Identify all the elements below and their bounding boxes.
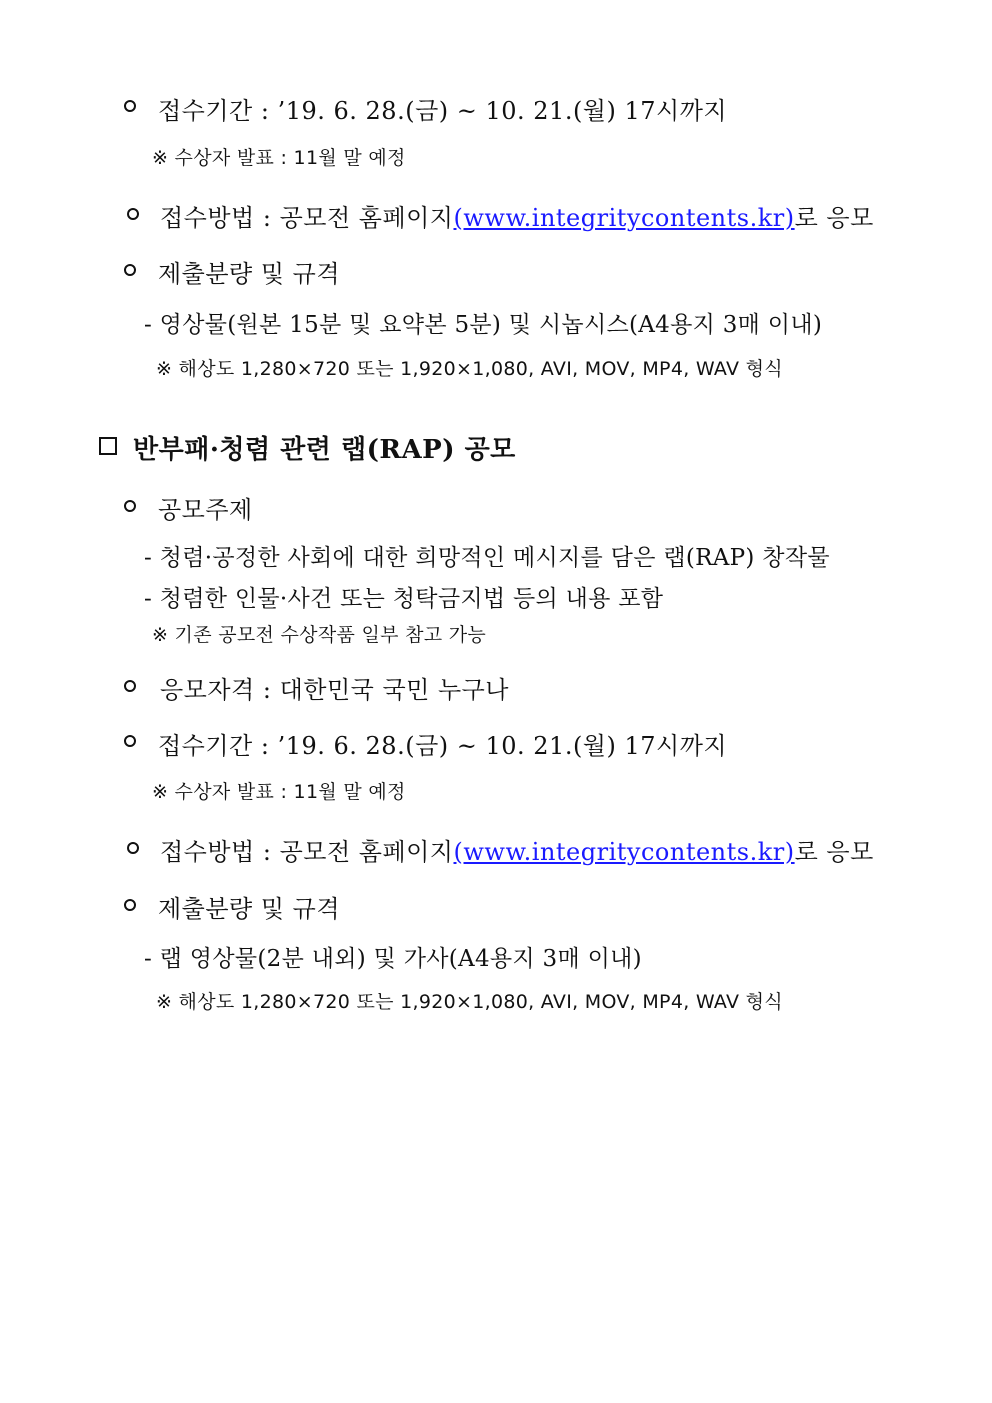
submission-period: 접수기간 : ’19. 6. 28.(금) ~ 10. 21.(월) 17시까지 — [158, 97, 728, 125]
submission-spec-item: - 랩 영상물(2분 내외) 및 가사(A4용지 3매 이내) — [144, 946, 642, 972]
section-title: 반부패·청렴 관련 랩(RAP) 공모 — [133, 435, 516, 465]
winner-announcement-note: ※ 수상자 발표 : 11월 말 예정 — [152, 147, 406, 169]
submission-method — [160, 832, 874, 867]
reference-note: ※ 기존 공모전 수상작품 일부 참고 가능 — [152, 624, 487, 646]
resolution-format-note: ※ 해상도 1,280×720 또는 1,920×1,080, AVI, MOV, MP4, WAV 형식 — [156, 991, 783, 1013]
circle-bullet-icon — [124, 500, 136, 512]
submission-period: 접수기간 : ’19. 6. 28.(금) ~ 10. 21.(월) 17시까지 — [158, 732, 728, 760]
circle-bullet-icon — [127, 208, 139, 220]
submission-method-label: 접수방법 : 공모전 홈페이지 — [160, 204, 454, 232]
eligibility: 응모자격 : 대한민국 국민 누구나 — [160, 676, 509, 704]
submission-spec-title: 제출분량 및 규격 — [158, 260, 341, 288]
circle-bullet-icon — [124, 680, 136, 692]
circle-bullet-icon — [127, 842, 139, 854]
circle-bullet-icon — [124, 735, 136, 747]
contest-theme-item: - 청렴·공정한 사회에 대한 희망적인 메시지를 담은 랩(RAP) 창작물 — [144, 545, 830, 571]
submission-spec-item: - 영상물(원본 15분 및 요약본 5분) 및 시놉시스(A4용지 3매 이내) — [144, 312, 823, 338]
submission-spec-title: 제출분량 및 규격 — [158, 895, 341, 923]
section-square-icon — [99, 437, 117, 455]
circle-bullet-icon — [124, 100, 136, 112]
resolution-format-note: ※ 해상도 1,280×720 또는 1,920×1,080, AVI, MOV, MP4, WAV 형식 — [156, 358, 783, 380]
contest-homepage-link[interactable]: (www.integritycontents.kr) — [453, 838, 795, 866]
submission-method-suffix: 로 응모 — [794, 204, 874, 232]
winner-announcement-note: ※ 수상자 발표 : 11월 말 예정 — [152, 781, 406, 803]
contest-theme-title: 공모주제 — [158, 496, 253, 524]
circle-bullet-icon — [124, 264, 136, 276]
submission-method-suffix: 로 응모 — [794, 838, 874, 866]
submission-method-label: 접수방법 : 공모전 홈페이지 — [160, 838, 454, 866]
submission-method — [160, 198, 874, 233]
contest-theme-item: - 청렴한 인물·사건 또는 청탁금지법 등의 내용 포함 — [144, 586, 664, 612]
contest-homepage-link[interactable]: (www.integritycontents.kr) — [453, 204, 795, 232]
circle-bullet-icon — [124, 899, 136, 911]
